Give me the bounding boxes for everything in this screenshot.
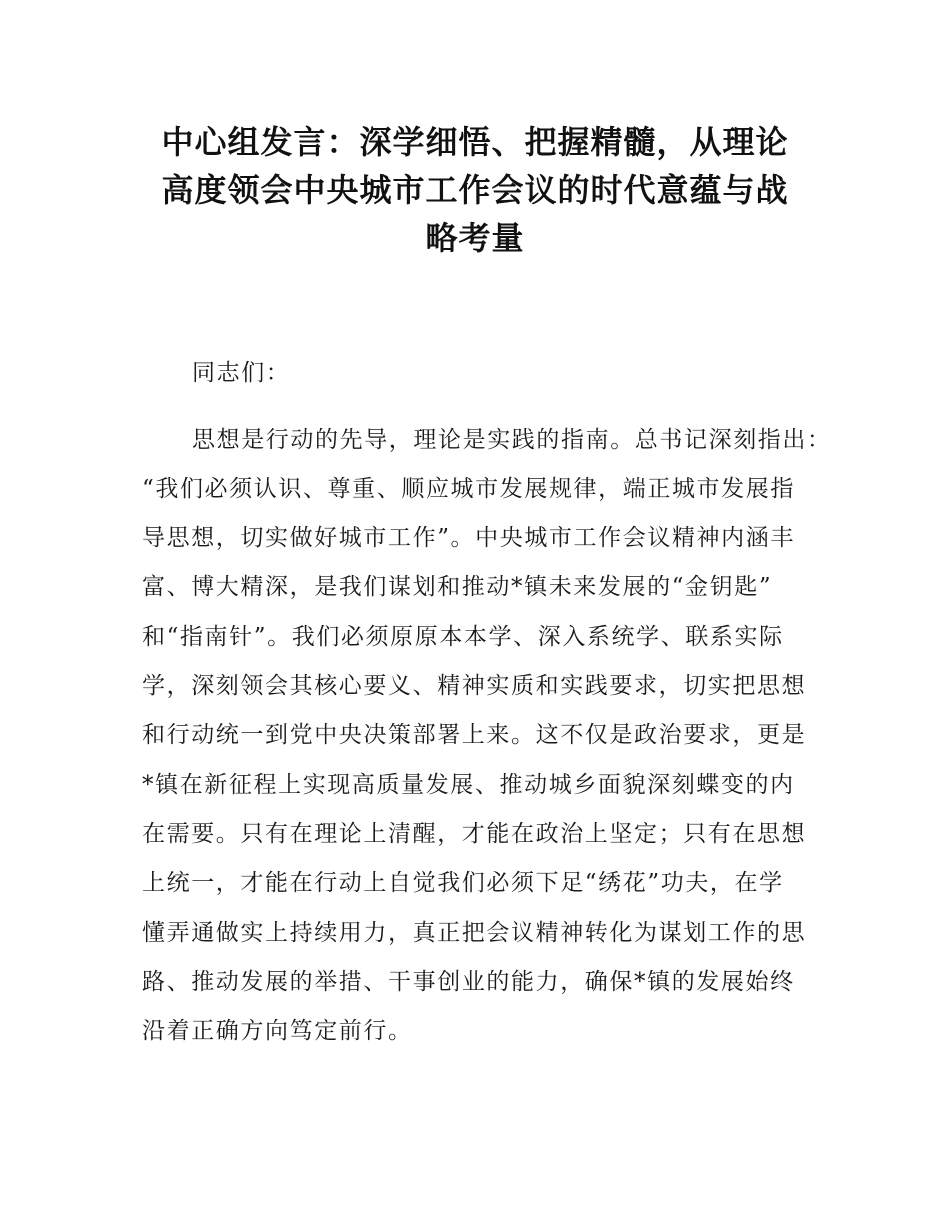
document-title — [130, 118, 820, 262]
paragraph-line: 导思想，切实做好城市工作”。中央城市工作会议精神内涵丰 — [142, 525, 795, 551]
paragraph-line: 思想是行动的先导，理论是实践的指南。总书记深刻指出： — [192, 427, 832, 453]
paragraph-line: *镇在新征程上实现高质量发展、推动城乡面貌深刻蝶变的内 — [142, 772, 795, 798]
title-line-3: 略考量 — [425, 219, 525, 257]
paragraph-line: 沿着正确方向笃定前行。 — [142, 1018, 413, 1044]
paragraph-line: 和“指南针”。我们必须原原本本学、深入系统学、联系实际 — [142, 624, 784, 650]
paragraph-line: 富、博大精深，是我们谋划和推动*镇未来发展的“金钥匙” — [142, 574, 773, 600]
title-line-1: 中心组发言：深学细悟、把握精髓，从理论 — [161, 123, 789, 161]
paragraph-line: 学，深刻领会其核心要义、精神实质和实践要求，切实把思想 — [142, 673, 807, 699]
paragraph-line: “我们必须认识、尊重、顺应城市发展规律，端正城市发展指 — [142, 476, 795, 502]
title-line-2: 高度领会中央城市工作会议的时代意蕴与战 — [161, 171, 789, 209]
paragraph-line: 路、推动发展的举措、干事创业的能力，确保*镇的发展始终 — [142, 969, 795, 995]
paragraph-line: 在需要。只有在理论上清醒，才能在政治上坚定；只有在思想 — [142, 821, 807, 847]
paragraph-line: 上统一，才能在行动上自觉我们必须下足“绣花”功夫，在学 — [142, 870, 784, 896]
paragraph-line: 懂弄通做实上持续用力，真正把会议精神转化为谋划工作的思 — [142, 920, 807, 946]
paragraph-line: 和行动统一到党中央决策部署上来。这不仅是政治要求，更是 — [142, 722, 807, 748]
salutation: 同志们： — [192, 360, 291, 386]
